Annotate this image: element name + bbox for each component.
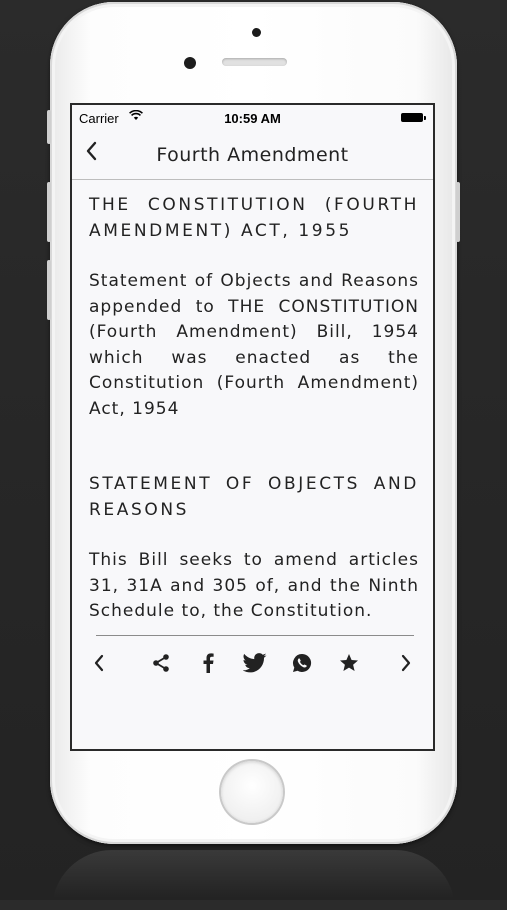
earpiece-speaker <box>222 58 287 66</box>
phone-frame <box>50 2 457 844</box>
whatsapp-icon <box>292 653 312 673</box>
app-screen <box>70 103 435 751</box>
article-paragraph-1: Statement of Objects and Reasons appended to THE CONSTITUTION (Fourth Amendment) Bill, 1954 which was enacted as the Constitution (Fourth Amendment) Act, 1954 <box>89 271 419 419</box>
facebook-button[interactable] <box>195 650 221 676</box>
proximity-sensor <box>252 28 261 37</box>
bookmark-button[interactable] <box>336 650 362 676</box>
twitter-button[interactable] <box>242 650 268 676</box>
toolbar-divider <box>96 635 414 636</box>
star-icon <box>339 653 359 673</box>
article-heading-1: THE CONSTITUTION (FOURTH AMENDMENT) ACT, 1955 <box>89 195 419 241</box>
bottom-toolbar <box>72 650 433 680</box>
power-button <box>456 182 460 242</box>
front-camera <box>184 57 196 69</box>
next-button[interactable] <box>393 650 419 676</box>
chevron-right-icon <box>400 654 412 672</box>
article-paragraph-2: This Bill seeks to amend articles 31, 31A and 305 of, and the Ninth Schedule to, the Constitution. <box>89 550 419 621</box>
twitter-icon <box>243 653 267 673</box>
article-heading-2: STATEMENT OF OBJECTS AND REASONS <box>89 474 419 520</box>
navigation-bar <box>72 131 433 180</box>
chevron-left-icon <box>93 654 105 672</box>
share-icon <box>151 653 171 673</box>
volume-up-button <box>47 182 51 242</box>
volume-down-button <box>47 260 51 320</box>
status-time: 10:59 AM <box>224 111 281 126</box>
home-button[interactable] <box>221 761 283 823</box>
page-title: Fourth Amendment <box>156 144 349 166</box>
share-button[interactable] <box>148 650 174 676</box>
mute-switch <box>47 110 51 144</box>
device-reflection <box>52 850 455 910</box>
whatsapp-button[interactable] <box>289 650 315 676</box>
status-bar <box>72 105 433 131</box>
battery-icon <box>401 113 423 122</box>
carrier-label: Carrier <box>79 111 119 126</box>
facebook-icon <box>202 653 214 673</box>
previous-button[interactable] <box>86 650 112 676</box>
article-content <box>89 193 419 650</box>
